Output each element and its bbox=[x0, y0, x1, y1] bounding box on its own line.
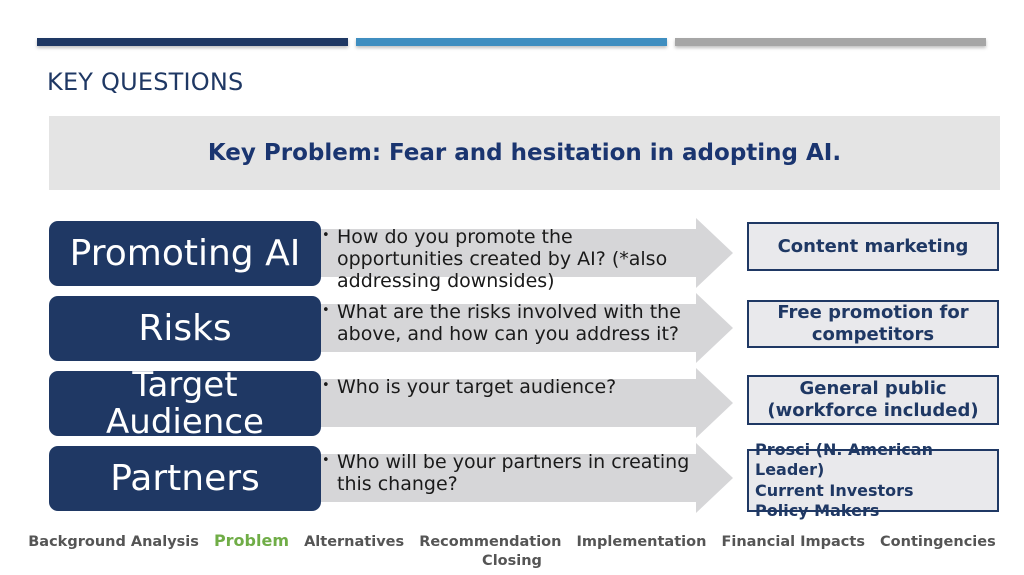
answer-line: Current Investors bbox=[755, 480, 914, 500]
question-bullet bbox=[322, 451, 702, 495]
answer-box-risks bbox=[747, 300, 999, 348]
footer-link-contingencies[interactable]: Contingencies bbox=[880, 534, 996, 550]
header-bar-blue bbox=[356, 38, 667, 46]
key-problem-text: Key Problem: Fear and hesitation in adopting AI. bbox=[207, 140, 842, 166]
answer-line: Prosci (N. American Leader) bbox=[755, 439, 933, 479]
question-bullet bbox=[322, 376, 702, 398]
bullet-dot-icon: • bbox=[322, 303, 330, 318]
row-label-box bbox=[49, 446, 321, 511]
answer-box-target-audience bbox=[747, 375, 999, 425]
answer-text: Free promotion for competitors bbox=[777, 302, 969, 345]
answer-list bbox=[755, 440, 997, 522]
answer-box-partners bbox=[747, 439, 999, 520]
bullet-dot-icon: • bbox=[322, 453, 330, 468]
row-label: Promoting AI bbox=[69, 232, 301, 274]
row-label: Partners bbox=[110, 457, 260, 499]
footer-link-financial-impacts[interactable]: Financial Impacts bbox=[721, 534, 865, 550]
question-bullet bbox=[322, 226, 702, 292]
row-label: Risks bbox=[138, 307, 232, 349]
footer-link-background-analysis[interactable]: Background Analysis bbox=[28, 534, 199, 550]
question-text: Who is your target audience? bbox=[337, 376, 617, 398]
header-bar-navy bbox=[37, 38, 348, 46]
question-text: Who will be your partners in creating this change? bbox=[337, 451, 690, 495]
key-problem-box bbox=[49, 116, 1000, 190]
answer-box-promoting-ai bbox=[747, 222, 999, 271]
question-text: How do you promote the opportunities created by AI? (*also addressing downsides) bbox=[337, 226, 668, 292]
row-label-box bbox=[49, 221, 321, 286]
footer-link-recommendation[interactable]: Recommendation bbox=[419, 534, 562, 550]
row-label-box bbox=[49, 296, 321, 361]
answer-text: General public (workforce included) bbox=[767, 378, 979, 421]
row-label: Target Audience bbox=[106, 364, 264, 442]
footer-link-alternatives[interactable]: Alternatives bbox=[304, 534, 405, 550]
footer-nav bbox=[0, 531, 1024, 571]
slide-title: KEY QUESTIONS bbox=[47, 68, 244, 96]
question-bullet bbox=[322, 301, 702, 345]
answer-line: Policy Makers bbox=[755, 501, 880, 520]
bullet-dot-icon: • bbox=[322, 378, 330, 393]
question-text: What are the risks involved with the above, and how can you address it? bbox=[337, 301, 681, 345]
row-label-box bbox=[49, 364, 321, 442]
footer-link-closing[interactable]: Closing bbox=[482, 553, 542, 569]
answer-text: Content marketing bbox=[777, 235, 969, 257]
footer-link-problem[interactable]: Problem bbox=[213, 531, 290, 550]
footer-link-implementation[interactable]: Implementation bbox=[576, 534, 707, 550]
bullet-dot-icon: • bbox=[322, 228, 330, 243]
header-bar-gray bbox=[675, 38, 986, 46]
